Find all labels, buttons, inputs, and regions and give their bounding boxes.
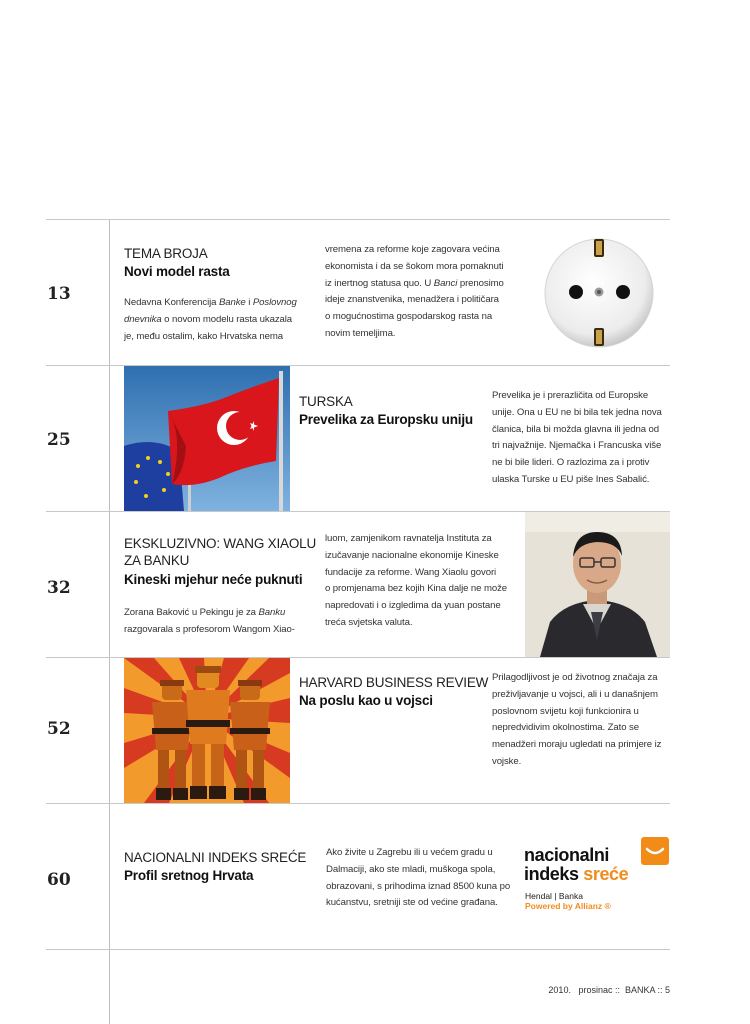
power-socket-icon — [541, 236, 657, 352]
article-headline: Novi model rasta — [124, 264, 230, 279]
section-kicker: TURSKA — [299, 394, 353, 409]
article-lead: Zorana Baković u Pekingu je za Banku razgovarala s profesorom Wangom Xiao- — [124, 607, 295, 635]
page-footer: 2010. prosinac :: BANKA :: 5 — [548, 985, 670, 995]
article-headline: Na poslu kao u vojsci — [299, 693, 433, 708]
section-kicker: HARVARD BUSINESS REVIEW — [299, 675, 489, 690]
page-number: 13 — [47, 284, 71, 304]
page-number: 52 — [47, 719, 71, 739]
article-headline: Profil sretnog Hrvata — [124, 868, 254, 883]
row-divider — [46, 803, 670, 804]
page-number: 32 — [47, 578, 71, 598]
section-kicker: TEMA BROJA — [124, 246, 208, 261]
smile-logo-icon — [641, 837, 669, 865]
section-kicker: EKSKLUZIVNO: WANG XIAOLU ZA BANKU — [124, 536, 316, 568]
logo-partners: Hendal | Banka — [525, 891, 583, 901]
article-body: Prilagodljivost je od životnog značaja za preživljavanje u vojsci, ali i u današnjem poslovnom svijetu koji funkcionira u nepredvidivim okolnostima. Zato se menadžeri moraju ugledati na primjere iz vojske. — [492, 672, 662, 767]
article-body: luom, zamjenikom ravnatelja Instituta za izučavanje nacionalne ekonomije Kineske fundacije za reforme. Wang Xiaolu govori o promjenama bez kojih Kina dalje ne može napredovati i o izgledima da yuan postane treća svjetska valuta. — [325, 533, 508, 628]
article-body: Prevelika je i prerazličita od Europske unije. Ona u EU ne bi bila tek jedna nova članica, bila bi možda glavna ili jedna od tri najvažnije. Njemačka i Francuska više ne bi bile lideri. O razlozima za i protiv ulaska Turske u EU piše Ines Sabalić. — [492, 390, 662, 485]
page-number: 60 — [47, 870, 71, 890]
row-divider — [46, 219, 670, 220]
index-logo: nacionalni indeks sreće — [524, 845, 629, 884]
article-body: Ako živite u Zagrebu ili u većem gradu u Dalmaciji, ako ste mladi, muškoga spola, obrazovani, s prihodima iznad 8500 kuna po kućanstvu, sretniji ste od većine građana. — [326, 847, 511, 909]
article-headline: Prevelika za Europsku uniju — [299, 412, 473, 427]
portrait-photo-icon — [525, 512, 670, 657]
page-number: 25 — [47, 430, 71, 450]
row-divider — [46, 949, 670, 950]
soldiers-poster-icon — [124, 658, 290, 803]
vertical-rule — [109, 219, 110, 1024]
article-lead: Nedavna Konferencija Banke i Poslovnog dnevnika o novom modelu rasta ukazala je, među ostalim, kako Hrvatska nema — [124, 297, 297, 342]
logo-powered-by: Powered by Allianz ® — [525, 901, 611, 911]
turkish-eu-flags-icon — [124, 366, 290, 511]
article-headline: Kineski mjehur neće puknuti — [124, 572, 303, 587]
article-body: vremena za reforme koje zagovara većina ekonomista i da se šokom mora pomaknuti iz inertnog statusa quo. U Banci prenosimo ideje znanstvenika, menadžera i političara o mogućnostima gospodarskog rasta na novim temeljima. — [325, 244, 504, 339]
section-kicker: NACIONALNI INDEKS SREĆE — [124, 850, 307, 865]
